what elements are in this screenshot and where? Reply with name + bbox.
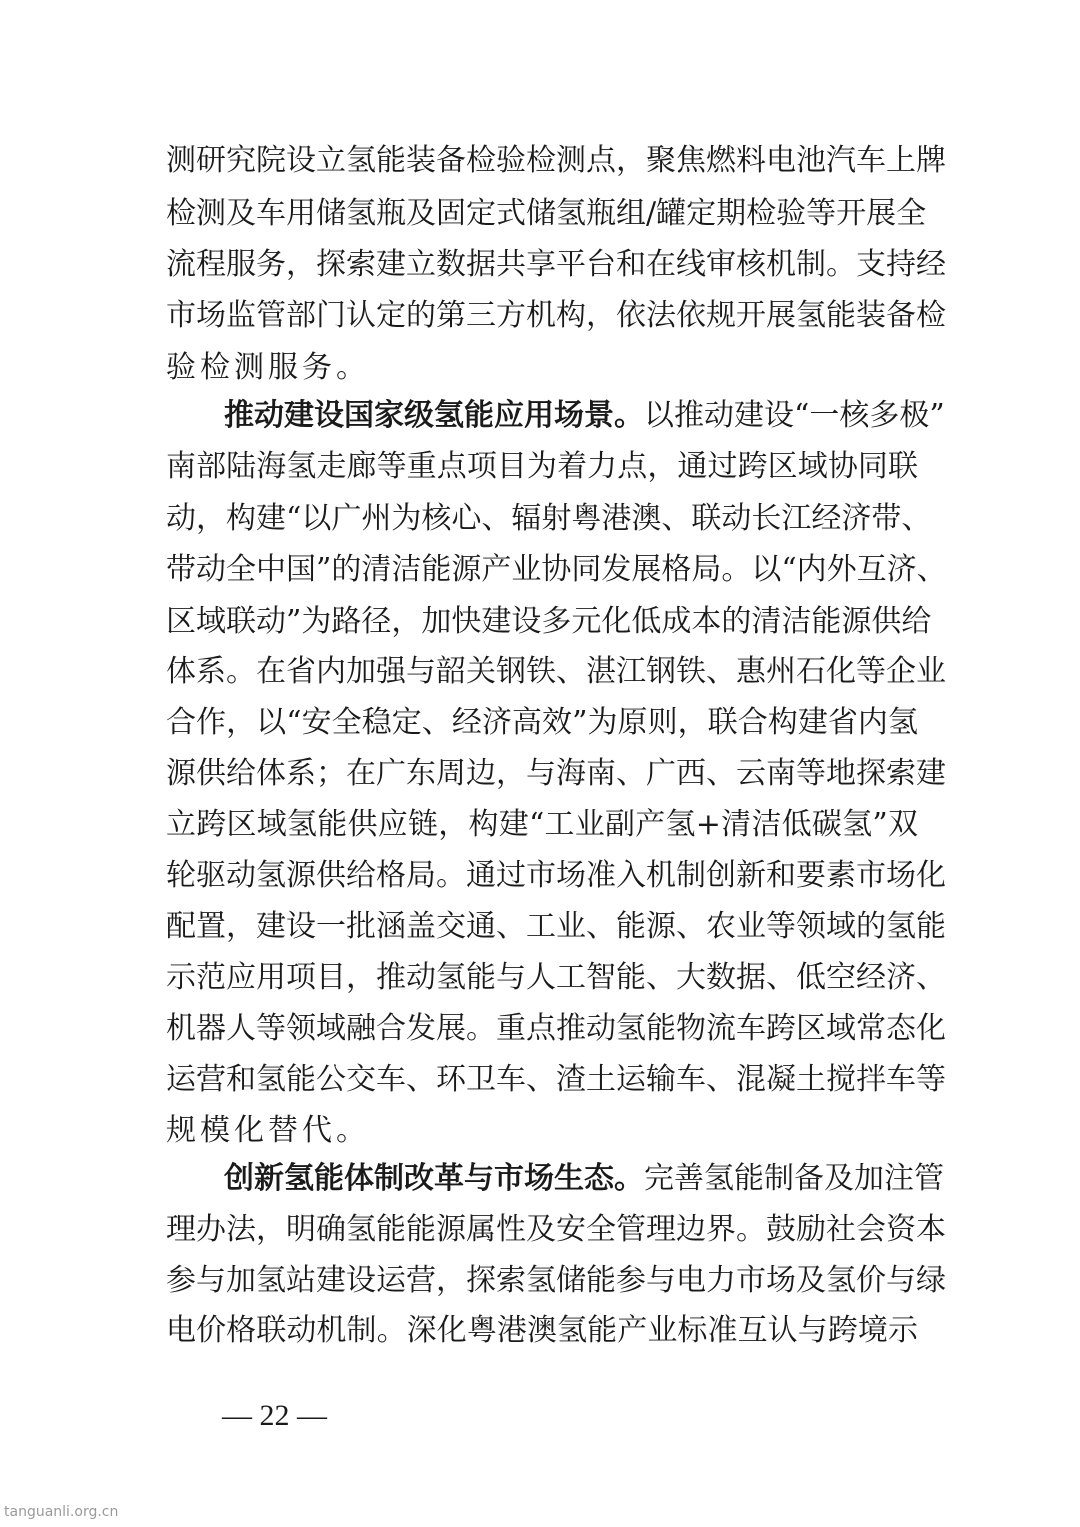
paragraph-line: 立跨区域氢能供应链，构建“工业副产氢+清洁低碳氢”双 xyxy=(166,807,918,842)
paragraph-line: 带动全中国”的清洁能源产业协同发展格局。以“内外互济、 xyxy=(166,552,947,587)
paragraph-line: 检测及车用储氢瓶及固定式储氢瓶组/罐定期检验等开展全 xyxy=(166,196,927,231)
section-heading-line xyxy=(224,1154,944,1204)
section-heading: 推动建设国家级氢能应用场景。 xyxy=(224,398,644,433)
paragraph-line: 源供给体系；在广东周边，与海南、广西、云南等地探索建 xyxy=(166,756,946,791)
paragraph-line: 电价格联动机制。深化粤港澳氢能产业标准互认与跨境示 xyxy=(166,1313,918,1348)
paragraph-line: 市场监管部门认定的第三方机构，依法依规开展氢能装备检 xyxy=(166,298,946,333)
section-heading-line xyxy=(224,391,945,441)
paragraph-line: 机器人等领域融合发展。重点推动氢能物流车跨区域常态化 xyxy=(166,1011,946,1046)
paragraph-line: 配置，建设一批涵盖交通、工业、能源、农业等领域的氢能 xyxy=(166,909,946,944)
paragraph-line: 合作，以“安全稳定、经济高效”为原则，联合构建省内氢 xyxy=(166,705,918,740)
paragraph-line: 验检测服务。 xyxy=(166,350,370,385)
paragraph-line: 区域联动”为路径，加快建设多元化低成本的清洁能源供给 xyxy=(166,604,932,639)
paragraph-line: 参与加氢站建设运营，探索氢储能参与电力市场及氢价与绿 xyxy=(166,1263,946,1298)
paragraph-line: 流程服务，探索建立数据共享平台和在线审核机制。支持经 xyxy=(166,247,946,282)
paragraph-line: 理办法，明确氢能能源属性及安全管理边界。鼓励社会资本 xyxy=(166,1212,946,1247)
section-heading: 创新氢能体制改革与市场生态。 xyxy=(224,1161,644,1196)
paragraph-line: 体系。在省内加强与韶关钢铁、湛江钢铁、惠州石化等企业 xyxy=(166,654,946,689)
paragraph-text: 完善氢能制备及加注管 xyxy=(644,1161,944,1196)
paragraph-line: 运营和氢能公交车、环卫车、渣土运输车、混凝土搅拌车等 xyxy=(166,1062,946,1097)
paragraph-line: 规模化替代。 xyxy=(166,1113,370,1148)
page-number: — 22 — xyxy=(222,1399,327,1432)
paragraph-line: 测研究院设立氢能装备检验检测点，聚焦燃料电池汽车上牌 xyxy=(166,143,946,178)
paragraph-line: 示范应用项目，推动氢能与人工智能、大数据、低空经济、 xyxy=(166,960,946,995)
watermark-text: tanguanli.org.cn xyxy=(4,1504,119,1520)
paragraph-line: 南部陆海氢走廊等重点项目为着力点，通过跨区域协同联 xyxy=(166,449,918,484)
paragraph-line: 轮驱动氢源供给格局。通过市场准入机制创新和要素市场化 xyxy=(166,858,946,893)
paragraph-text: 以推动建设“一核多极” xyxy=(644,398,945,433)
paragraph-line: 动，构建“以广州为核心、辐射粤港澳、联动长江经济带、 xyxy=(166,501,932,536)
